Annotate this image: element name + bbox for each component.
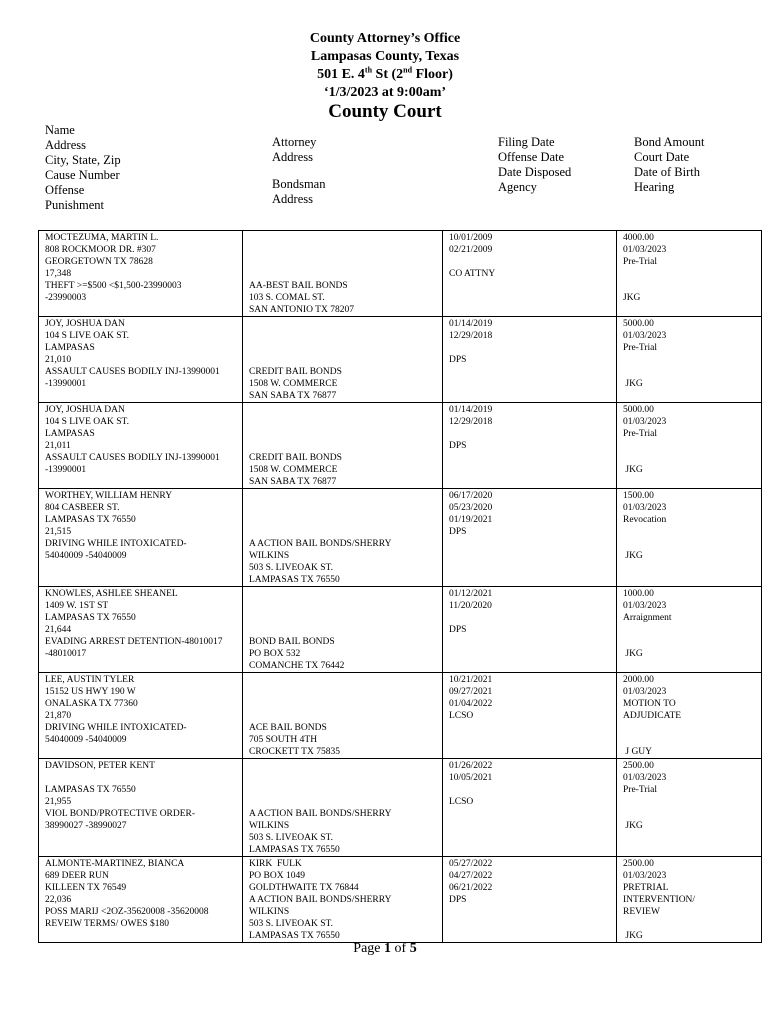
bond-line: REVIEW — [623, 907, 660, 917]
legend-line: Date Disposed — [498, 165, 572, 179]
bondsman-line: SAN SABA TX 76877 — [249, 391, 337, 401]
bond-line — [623, 808, 761, 820]
case-bond-hearing-cell — [617, 317, 762, 403]
defendant-line: ASSAULT CAUSES BODILY INJ-13990001 — [45, 367, 220, 377]
case-defendant-cell — [39, 489, 243, 587]
legend-line: Address — [45, 138, 86, 152]
legend-line: Offense — [45, 183, 85, 197]
bondsman-line — [249, 784, 442, 796]
case-defendant-cell — [39, 857, 243, 943]
date-line: 05/27/2022 — [449, 859, 493, 869]
defendant-line: 808 ROCKMOOR DR. #307 — [45, 245, 156, 255]
bond-line: Arraignment — [623, 613, 672, 623]
bond-line — [623, 268, 761, 280]
bondsman-line — [249, 232, 442, 244]
legend-line — [634, 123, 705, 135]
defendant-line: 689 DEER RUN — [45, 871, 109, 881]
legend-line: Filing Date — [498, 135, 555, 149]
bond-line: JKG — [623, 931, 643, 941]
bond-line — [623, 624, 761, 636]
legend-line: Punishment — [45, 198, 105, 212]
bondsman-line: CREDIT BAIL BONDS — [249, 453, 342, 463]
date-line: 12/29/2018 — [449, 417, 493, 427]
case-defendant-cell — [39, 317, 243, 403]
defendant-line: WORTHEY, WILLIAM HENRY — [45, 491, 173, 501]
bond-line: 2000.00 — [623, 675, 654, 685]
legend-line: Date of Birth — [634, 165, 700, 179]
bond-line: 2500.00 — [623, 859, 654, 869]
bond-line: 01/03/2023 — [623, 417, 667, 427]
case-attorney-bondsman-cell — [243, 587, 443, 673]
case-attorney-bondsman-cell — [243, 759, 443, 857]
date-line: 01/19/2021 — [449, 515, 493, 525]
bond-line — [623, 636, 761, 648]
bond-line: JKG — [623, 465, 643, 475]
defendant-line: POSS MARIJ <2OZ-35620008 -35620008 — [45, 907, 209, 917]
date-line: 01/04/2022 — [449, 699, 493, 709]
legend-line: Address — [272, 150, 313, 164]
defendant-line: ALMONTE-MARTINEZ, BIANCA — [45, 859, 185, 869]
bondsman-line: PO BOX 532 — [249, 649, 301, 659]
case-row — [39, 231, 762, 317]
date-line: 06/17/2020 — [449, 491, 493, 501]
defendant-line: LAMPASAS TX 76550 — [45, 515, 136, 525]
case-attorney-bondsman-cell — [243, 317, 443, 403]
case-dates-cell — [443, 759, 617, 857]
case-attorney-bondsman-cell — [243, 403, 443, 489]
bond-line: ADJUDICATE — [623, 711, 682, 721]
case-row — [39, 317, 762, 403]
bond-line — [623, 918, 761, 930]
legend-line: Court Date — [634, 150, 690, 164]
bondsman-line — [249, 526, 442, 538]
case-defendant-cell — [39, 403, 243, 489]
date-line: 01/14/2019 — [449, 319, 493, 329]
bondsman-line — [249, 686, 442, 698]
date-line: DPS — [449, 355, 467, 365]
bondsman-line — [249, 428, 442, 440]
bondsman-line: ACE BAIL BONDS — [249, 723, 327, 733]
bond-line: 5000.00 — [623, 319, 654, 329]
date-line: 10/21/2021 — [449, 675, 493, 685]
date-line: 01/26/2022 — [449, 761, 493, 771]
date-line: 05/23/2020 — [449, 503, 493, 513]
case-row — [39, 587, 762, 673]
bond-line — [623, 734, 761, 746]
case-row — [39, 673, 762, 759]
date-line: 10/01/2009 — [449, 233, 493, 243]
defendant-line: DAVIDSON, PETER KENT — [45, 761, 155, 771]
case-attorney-bondsman-cell — [243, 231, 443, 317]
bondsman-line: 503 S. LIVEOAK ST. — [249, 563, 334, 573]
date-line: DPS — [449, 625, 467, 635]
case-bond-hearing-cell — [617, 759, 762, 857]
case-bond-hearing-cell — [617, 857, 762, 943]
bondsman-line: 1508 W. COMMERCE — [249, 379, 338, 389]
bond-line — [623, 354, 761, 366]
bondsman-line: LAMPASAS TX 76550 — [249, 575, 340, 585]
bondsman-line — [249, 502, 442, 514]
date-line: DPS — [449, 527, 467, 537]
bondsman-line: GOLDTHWAITE TX 76844 — [249, 883, 359, 893]
case-defendant-cell — [39, 587, 243, 673]
defendant-line: LEE, AUSTIN TYLER — [45, 675, 135, 685]
bondsman-line: A ACTION BAIL BONDS/SHERRY — [249, 809, 392, 819]
date-line — [449, 342, 616, 354]
date-line — [449, 784, 616, 796]
bondsman-line: 705 SOUTH 4TH — [249, 735, 318, 745]
defendant-line: JOY, JOSHUA DAN — [45, 319, 125, 329]
bondsman-line — [249, 698, 442, 710]
case-bond-hearing-cell — [617, 489, 762, 587]
case-attorney-bondsman-cell — [243, 489, 443, 587]
bondsman-line — [249, 354, 442, 366]
legend-line: Bondsman — [272, 177, 326, 191]
legend-line: City, State, Zip — [45, 153, 121, 167]
bondsman-line — [249, 440, 442, 452]
bondsman-line — [249, 612, 442, 624]
case-dates-cell — [443, 317, 617, 403]
legend-line: Name — [45, 123, 75, 137]
date-line: DPS — [449, 895, 467, 905]
bond-line: JKG — [623, 649, 643, 659]
legend-line: Offense Date — [498, 150, 565, 164]
bondsman-line: WILKINS — [249, 907, 290, 917]
defendant-line: VIOL BOND/PROTECTIVE ORDER- — [45, 809, 196, 819]
date-line — [449, 428, 616, 440]
court-title: County Court — [328, 101, 442, 122]
date-line: 11/20/2020 — [449, 601, 492, 611]
defendant-line: REVEIW TERMS/ OWES $180 — [45, 919, 169, 929]
bondsman-line — [249, 404, 442, 416]
bond-line — [623, 796, 761, 808]
defendant-line: -48010017 — [45, 649, 87, 659]
date-line: 10/05/2021 — [449, 773, 493, 783]
bond-line — [623, 280, 761, 292]
bondsman-line: SAN SABA TX 76877 — [249, 477, 337, 487]
case-attorney-bondsman-cell — [243, 857, 443, 943]
bondsman-line — [249, 674, 442, 686]
legend-col-bond — [634, 123, 705, 207]
case-bond-hearing-cell — [617, 673, 762, 759]
bond-line: Pre-Trial — [623, 257, 657, 267]
defendant-line: DRIVING WHILE INTOXICATED- — [45, 539, 187, 549]
docket-datetime: ‘1/3/2023 at 9:00am’ — [323, 85, 447, 100]
bondsman-line — [249, 330, 442, 342]
bondsman-line: LAMPASAS TX 76550 — [249, 931, 340, 941]
case-dates-cell — [443, 231, 617, 317]
case-dates-cell — [443, 857, 617, 943]
legend-line — [498, 123, 571, 135]
defendant-line: 104 S LIVE OAK ST. — [45, 417, 130, 427]
bond-line: 01/03/2023 — [623, 687, 667, 697]
bond-line: MOTION TO — [623, 699, 676, 709]
date-line: DPS — [449, 441, 467, 451]
page-indicator: Page 1 of 5 — [353, 941, 417, 956]
bond-line: Pre-Trial — [623, 343, 657, 353]
defendant-line: THEFT >=$500 <$1,500-23990003 — [45, 281, 182, 291]
bond-line: JKG — [623, 293, 641, 303]
bondsman-line — [249, 772, 442, 784]
legend-line: Agency — [498, 180, 537, 194]
legend-col-attorney — [272, 123, 325, 207]
bondsman-line — [249, 416, 442, 428]
date-line — [449, 256, 616, 268]
bondsman-line: BOND BAIL BONDS — [249, 637, 335, 647]
bond-line: 4000.00 — [623, 233, 654, 243]
bond-line — [623, 526, 761, 538]
defendant-line: JOY, JOSHUA DAN — [45, 405, 125, 415]
case-attorney-bondsman-cell — [243, 673, 443, 759]
defendant-line: DRIVING WHILE INTOXICATED- — [45, 723, 187, 733]
defendant-line: ONALASKA TX 77360 — [45, 699, 138, 709]
defendant-line — [45, 772, 242, 784]
bondsman-line: COMANCHE TX 76442 — [249, 661, 345, 671]
bond-line: Revocation — [623, 515, 667, 525]
case-defendant-cell — [39, 231, 243, 317]
bondsman-line — [249, 342, 442, 354]
bond-line: PRETRIAL — [623, 883, 669, 893]
date-line: 01/12/2021 — [449, 589, 493, 599]
defendant-line: 21,515 — [45, 527, 72, 537]
defendant-line: 38990027 -38990027 — [45, 821, 127, 831]
bondsman-line: 103 S. COMAL ST. — [249, 293, 325, 303]
legend-col-name — [45, 123, 121, 213]
case-dates-cell — [443, 587, 617, 673]
bondsman-line: LAMPASAS TX 76550 — [249, 845, 340, 855]
date-line: LCSO — [449, 711, 474, 721]
legend-line: Cause Number — [45, 168, 120, 182]
legend-line: Bond Amount — [634, 135, 705, 149]
case-row — [39, 759, 762, 857]
defendant-line: -13990001 — [45, 465, 87, 475]
bondsman-line: KIRK FULK — [249, 859, 302, 869]
defendant-line: 21,644 — [45, 625, 72, 635]
defendant-line: 21,010 — [45, 355, 72, 365]
bondsman-line: CREDIT BAIL BONDS — [249, 367, 342, 377]
bond-line: 01/03/2023 — [623, 245, 667, 255]
bond-line: 01/03/2023 — [623, 871, 667, 881]
bond-line: 1500.00 — [623, 491, 654, 501]
bondsman-line: SAN ANTONIO TX 78207 — [249, 305, 354, 315]
defendant-line: 17,348 — [45, 269, 72, 279]
defendant-line: 15152 US HWY 190 W — [45, 687, 136, 697]
defendant-line: 804 CASBEER ST. — [45, 503, 120, 513]
date-line: 04/27/2022 — [449, 871, 493, 881]
bond-line: JKG — [623, 551, 643, 561]
defendant-line: KILLEEN TX 76549 — [45, 883, 127, 893]
county-name: Lampasas County, Texas — [310, 49, 460, 64]
bondsman-line — [249, 710, 442, 722]
bond-line — [623, 722, 761, 734]
legend-line: Address — [272, 192, 313, 206]
case-bond-hearing-cell — [617, 403, 762, 489]
bondsman-line — [249, 268, 442, 280]
case-dates-cell — [443, 489, 617, 587]
date-line — [449, 612, 616, 624]
bondsman-line: WILKINS — [249, 551, 290, 561]
office-name: County Attorney’s Office — [309, 31, 461, 46]
bondsman-line — [249, 490, 442, 502]
legend-line — [498, 195, 571, 207]
defendant-line: -13990001 — [45, 379, 87, 389]
bond-line: 01/03/2023 — [623, 503, 667, 513]
bond-line: 01/03/2023 — [623, 331, 667, 341]
defendant-line: -23990003 — [45, 293, 87, 303]
bond-line — [623, 366, 761, 378]
date-line: 02/21/2009 — [449, 245, 493, 255]
bondsman-line: 503 S. LIVEOAK ST. — [249, 919, 334, 929]
bond-line: INTERVENTION/ — [623, 895, 696, 905]
case-row — [39, 489, 762, 587]
bondsman-line — [249, 244, 442, 256]
bondsman-line: CROCKETT TX 75835 — [249, 747, 340, 757]
defendant-line: ASSAULT CAUSES BODILY INJ-13990001 — [45, 453, 220, 463]
legend-line — [634, 195, 705, 207]
case-row — [39, 403, 762, 489]
case-dates-cell — [443, 673, 617, 759]
bond-line: JKG — [623, 379, 643, 389]
case-table — [38, 230, 762, 943]
case-bond-hearing-cell — [617, 587, 762, 673]
date-line: CO ATTNY — [449, 269, 496, 279]
bondsman-line — [249, 796, 442, 808]
bond-line: 5000.00 — [623, 405, 654, 415]
bondsman-line: 1508 W. COMMERCE — [249, 465, 338, 475]
case-defendant-cell — [39, 673, 243, 759]
date-line: 01/14/2019 — [449, 405, 493, 415]
bondsman-line: 503 S. LIVEOAK ST. — [249, 833, 334, 843]
bondsman-line — [249, 624, 442, 636]
date-line: 09/27/2021 — [449, 687, 493, 697]
bondsman-line — [249, 760, 442, 772]
date-line: 12/29/2018 — [449, 331, 493, 341]
case-bond-hearing-cell — [617, 231, 762, 317]
defendant-line: 22,036 — [45, 895, 72, 905]
bond-line: Pre-Trial — [623, 785, 657, 795]
office-address: 501 E. 4th St (2nd Floor) — [317, 65, 453, 82]
bond-line: 01/03/2023 — [623, 601, 667, 611]
bond-line: 2500.00 — [623, 761, 654, 771]
legend-col-dates — [498, 123, 571, 207]
bond-line — [623, 440, 761, 452]
bond-line: 01/03/2023 — [623, 773, 667, 783]
defendant-line: LAMPASAS — [45, 429, 95, 439]
legend-line — [272, 165, 325, 177]
bondsman-line — [249, 588, 442, 600]
bond-line: Pre-Trial — [623, 429, 657, 439]
bondsman-line — [249, 318, 442, 330]
defendant-line: 104 S LIVE OAK ST. — [45, 331, 130, 341]
bondsman-line — [249, 600, 442, 612]
legend-line: Attorney — [272, 135, 317, 149]
defendant-line: GEORGETOWN TX 78628 — [45, 257, 153, 267]
defendant-line: KNOWLES, ASHLEE SHEANEL — [45, 589, 178, 599]
case-row — [39, 857, 762, 943]
bondsman-line: A ACTION BAIL BONDS/SHERRY — [249, 539, 392, 549]
defendant-line: 21,955 — [45, 797, 72, 807]
bond-line: JKG — [623, 821, 643, 831]
defendant-line: 21,011 — [45, 441, 71, 451]
legend-line: Hearing — [634, 180, 675, 194]
defendant-line: MOCTEZUMA, MARTIN L. — [45, 233, 159, 243]
defendant-line: 54040009 -54040009 — [45, 551, 127, 561]
bond-line — [623, 538, 761, 550]
date-line: 06/21/2022 — [449, 883, 493, 893]
bond-line: J GUY — [623, 747, 653, 757]
defendant-line: 1409 W. 1ST ST — [45, 601, 109, 611]
defendant-line: LAMPASAS TX 76550 — [45, 785, 136, 795]
bondsman-line: PO BOX 1049 — [249, 871, 305, 881]
defendant-line: 21,870 — [45, 711, 72, 721]
bond-line: 1000.00 — [623, 589, 654, 599]
bond-line — [623, 452, 761, 464]
bondsman-line: A ACTION BAIL BONDS/SHERRY — [249, 895, 392, 905]
case-defendant-cell — [39, 759, 243, 857]
date-line: LCSO — [449, 797, 474, 807]
case-dates-cell — [443, 403, 617, 489]
defendant-line: EVADING ARREST DETENTION-48010017 — [45, 637, 223, 647]
bondsman-line — [249, 256, 442, 268]
bondsman-line: WILKINS — [249, 821, 290, 831]
bondsman-line — [249, 514, 442, 526]
bondsman-line: AA-BEST BAIL BONDS — [249, 281, 348, 291]
defendant-line: 54040009 -54040009 — [45, 735, 127, 745]
defendant-line: LAMPASAS TX 76550 — [45, 613, 136, 623]
defendant-line: LAMPASAS — [45, 343, 95, 353]
legend-line — [272, 123, 325, 135]
